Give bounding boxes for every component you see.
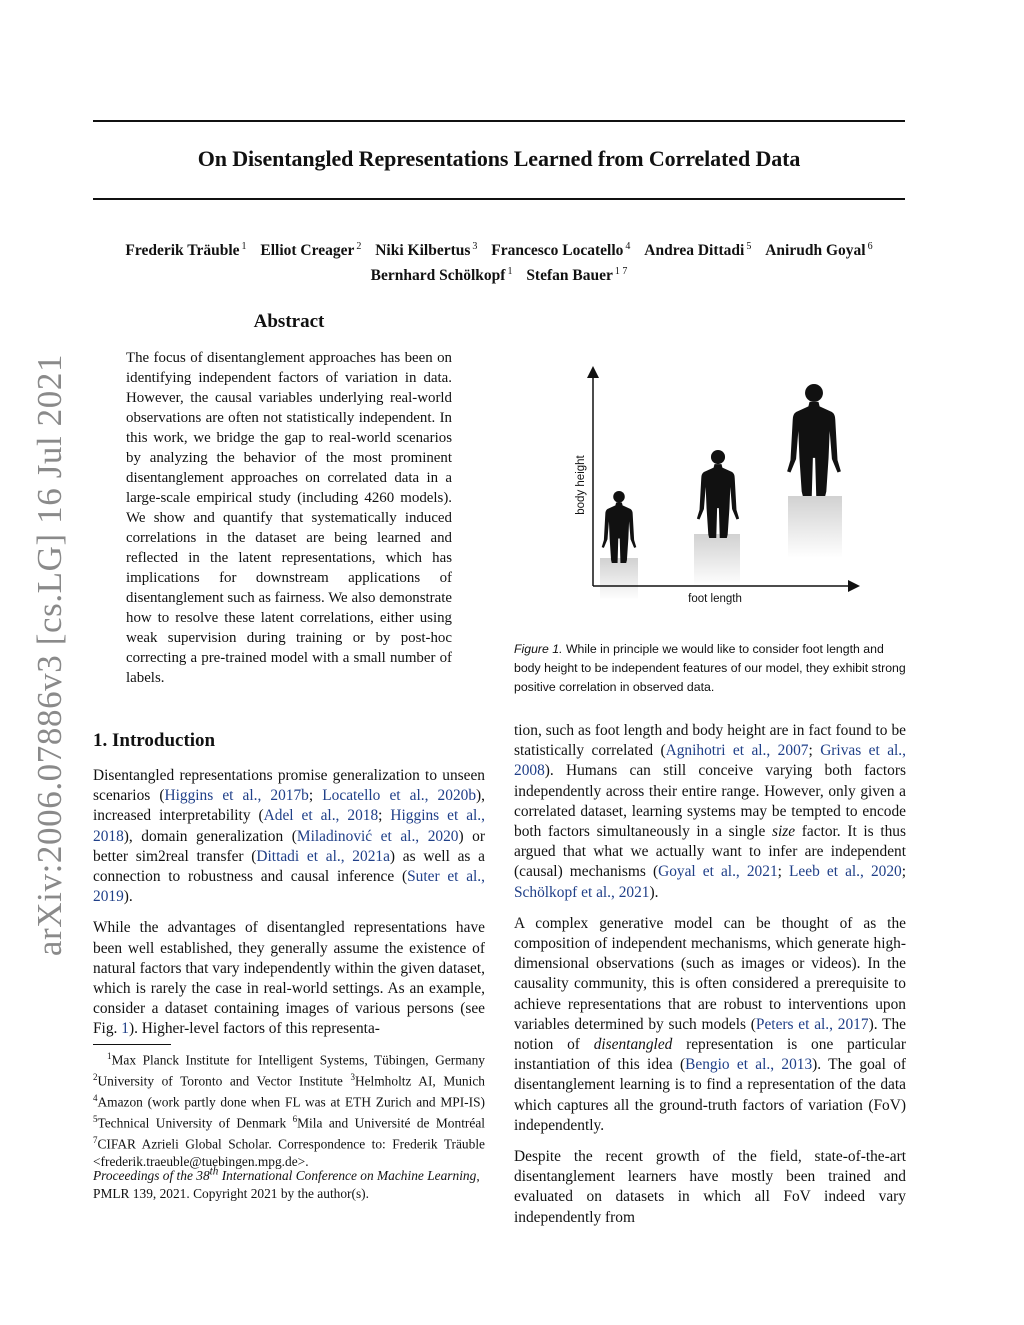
person-large-icon bbox=[787, 384, 841, 496]
citation-link[interactable]: Peters et al., 2017 bbox=[755, 1015, 869, 1033]
citation-link[interactable]: Suter et al., 2019 bbox=[93, 868, 485, 906]
title-rule-bottom bbox=[93, 198, 905, 200]
proceedings-note: Proceedings of the 38th International Conference on Machine Learning, PMLR 139, 2021. Copyright 2021 by the author(s). bbox=[93, 1166, 480, 1202]
citation-link[interactable]: Dittadi et al., 2021a bbox=[256, 847, 390, 865]
affiliations-footnote: $^1$Max Planck Institute for Intelligent Systems, Tübingen, Germany $^2$University of Toronto and Vector Institute $^3$Helmholtz AI, Munich $^4$Amazon (work partly done when FL was at ETH Zurich and MPI-IS) $^5$Technical University of Denmark $^6$Mila and Université de Montréal $^7$CIFAR Azrieli Global Scholar. Correspondence to: Frederik Träuble <frederik.traeuble@tuebingen.mpg.de>. bbox=[93, 1051, 485, 1170]
citation-link[interactable]: Goyal et al., 2021 bbox=[658, 863, 778, 881]
author: Bernhard Schölkopf $^1$ bbox=[370, 266, 513, 284]
author: Frederik Träuble $^1$ bbox=[125, 241, 247, 259]
right-paragraph-2: A complex generative model can be thought of as the composition of independent mechanisms, which generate high-dimensional observations (such as images or videos). In the causality community, this is often considered a prerequisite to achieve representations that are robust to interventions upon variables determined by such models (Peters et al., 2017). The notion of disentangled representation is one particular instantiation of this idea (Bengio et al., 2013). The goal of disentanglement learning is to find a representation of the data which captures all the ground-truth factors of variation (FoV) independently. bbox=[514, 914, 907, 1134]
author: Francesco Locatello $^4$ bbox=[491, 241, 631, 259]
reflection-medium bbox=[694, 534, 740, 586]
citation-link[interactable]: Miladinović et al., 2020 bbox=[296, 827, 459, 845]
abstract-text: The focus of disentanglement approaches has been on identifying independent factors of variation in data. However, the causal variables underlying real-world observations are often not statistically independent. In this work, we bridge the gap to real-world scenarios by analyzing the behavior of the most prominent disentanglement approaches on correlated data in a large-scale empirical study (including 4260 models). We show and quantify that systematically induced correlations in the dataset are being learned and reflected in the latent representations, which has implications for downstream applications of disentanglement such as fairness. We also demonstrate how to resolve these latent correlations, either using weak supervision during training or by post-hoc correcting a pre-trained model with a small number of labels. bbox=[126, 350, 452, 686]
intro-paragraph-2: While the advantages of disentangled representations have been well established, they generally assume the existence of natural factors that vary independently within the given dataset, which is rarely the case in real-world settings. As an example, consider a dataset containing images of various persons (see Fig. 1). Higher-level factors of this representa- bbox=[93, 919, 485, 1038]
title-rule-top bbox=[93, 120, 905, 122]
citation-link[interactable]: Adel et al., 2018 bbox=[263, 807, 379, 825]
author: Stefan Bauer $^{1 7}$ bbox=[526, 266, 628, 284]
citation-link[interactable]: Grivas et al., 2008 bbox=[514, 742, 906, 780]
section-heading-introduction: 1. Introduction bbox=[93, 730, 216, 751]
citation-link[interactable]: Higgins et al., 2018 bbox=[93, 807, 485, 845]
citation-link[interactable]: Bengio et al., 2013 bbox=[685, 1056, 813, 1074]
citation-link[interactable]: Leeb et al., 2020 bbox=[789, 863, 902, 881]
reflection-small bbox=[600, 558, 638, 600]
y-axis-label: body height bbox=[575, 455, 587, 515]
arxiv-identifier: arXiv:2006.07886v3 [cs.LG] 16 Jul 2021 bbox=[30, 353, 69, 957]
right-column-body bbox=[514, 721, 906, 1239]
citation-link[interactable]: Schölkopf et al., 2021 bbox=[514, 883, 650, 901]
person-medium-icon bbox=[697, 450, 739, 538]
x-axis-label: foot length bbox=[688, 593, 742, 605]
abstract-heading: Abstract bbox=[253, 311, 325, 332]
citation-link[interactable]: Locatello et al., 2020b bbox=[322, 787, 477, 805]
citation-link[interactable]: Higgins et al., 2017b bbox=[164, 787, 309, 805]
paper-title: On Disentangled Representations Learned from Correlated Data bbox=[197, 146, 801, 171]
author: Niki Kilbertus $^3$ bbox=[375, 241, 478, 259]
author: Anirudh Goyal $^6$ bbox=[765, 241, 873, 259]
footnote-rule bbox=[93, 1044, 171, 1045]
author: Andrea Dittadi $^5$ bbox=[644, 241, 752, 259]
citation-link[interactable]: Agnihotri et al., 2007 bbox=[665, 742, 809, 760]
intro-paragraph-1: Disentangled representations promise generalization to unseen scenarios (Higgins et al., 2017b; Locatello et al., 2020b), increased interpretability (Adel et al., 2018; Higgins et al., 2018), domain generalization (Miladinović et al., 2020) or better sim2real transfer (Dittadi et al., 2021a) as well as a connection to robustness and causal inference (Suter et al., 2019). bbox=[93, 767, 486, 906]
figure-1 bbox=[560, 360, 860, 610]
figure-caption: Figure 1. While in principle we would like to consider foot length and body height to be independent features of our model, they exhibit strong positive correlation in observed data. bbox=[514, 642, 906, 694]
right-paragraph-1: tion, such as foot length and body height are in fact found to be statistically correlated (Agnihotri et al., 2007; Grivas et al., 2008). Humans can still conceive varying both factors independently across their entire range. However, only given a correlated dataset, learning systems may be tempted to encode both factors simultaneously in a single size factor. It is thus argued that what we actually want to infer are independent (causal) mechanisms (Goyal et al., 2021; Leeb et al., 2020; Schölkopf et al., 2021). bbox=[514, 722, 907, 901]
right-paragraph-3: Despite the recent growth of the field, state-of-the-art disentanglement learners have mostly been trained and evaluated on datasets in which all FoV indeed vary independently from bbox=[514, 1148, 906, 1226]
left-column-body bbox=[93, 766, 485, 1051]
author: Elliot Creager $^2$ bbox=[260, 241, 362, 259]
figure-reference-link[interactable]: 1 bbox=[121, 1020, 129, 1038]
person-small-icon bbox=[602, 491, 637, 563]
reflection-large bbox=[788, 496, 842, 558]
author-list bbox=[93, 236, 905, 286]
